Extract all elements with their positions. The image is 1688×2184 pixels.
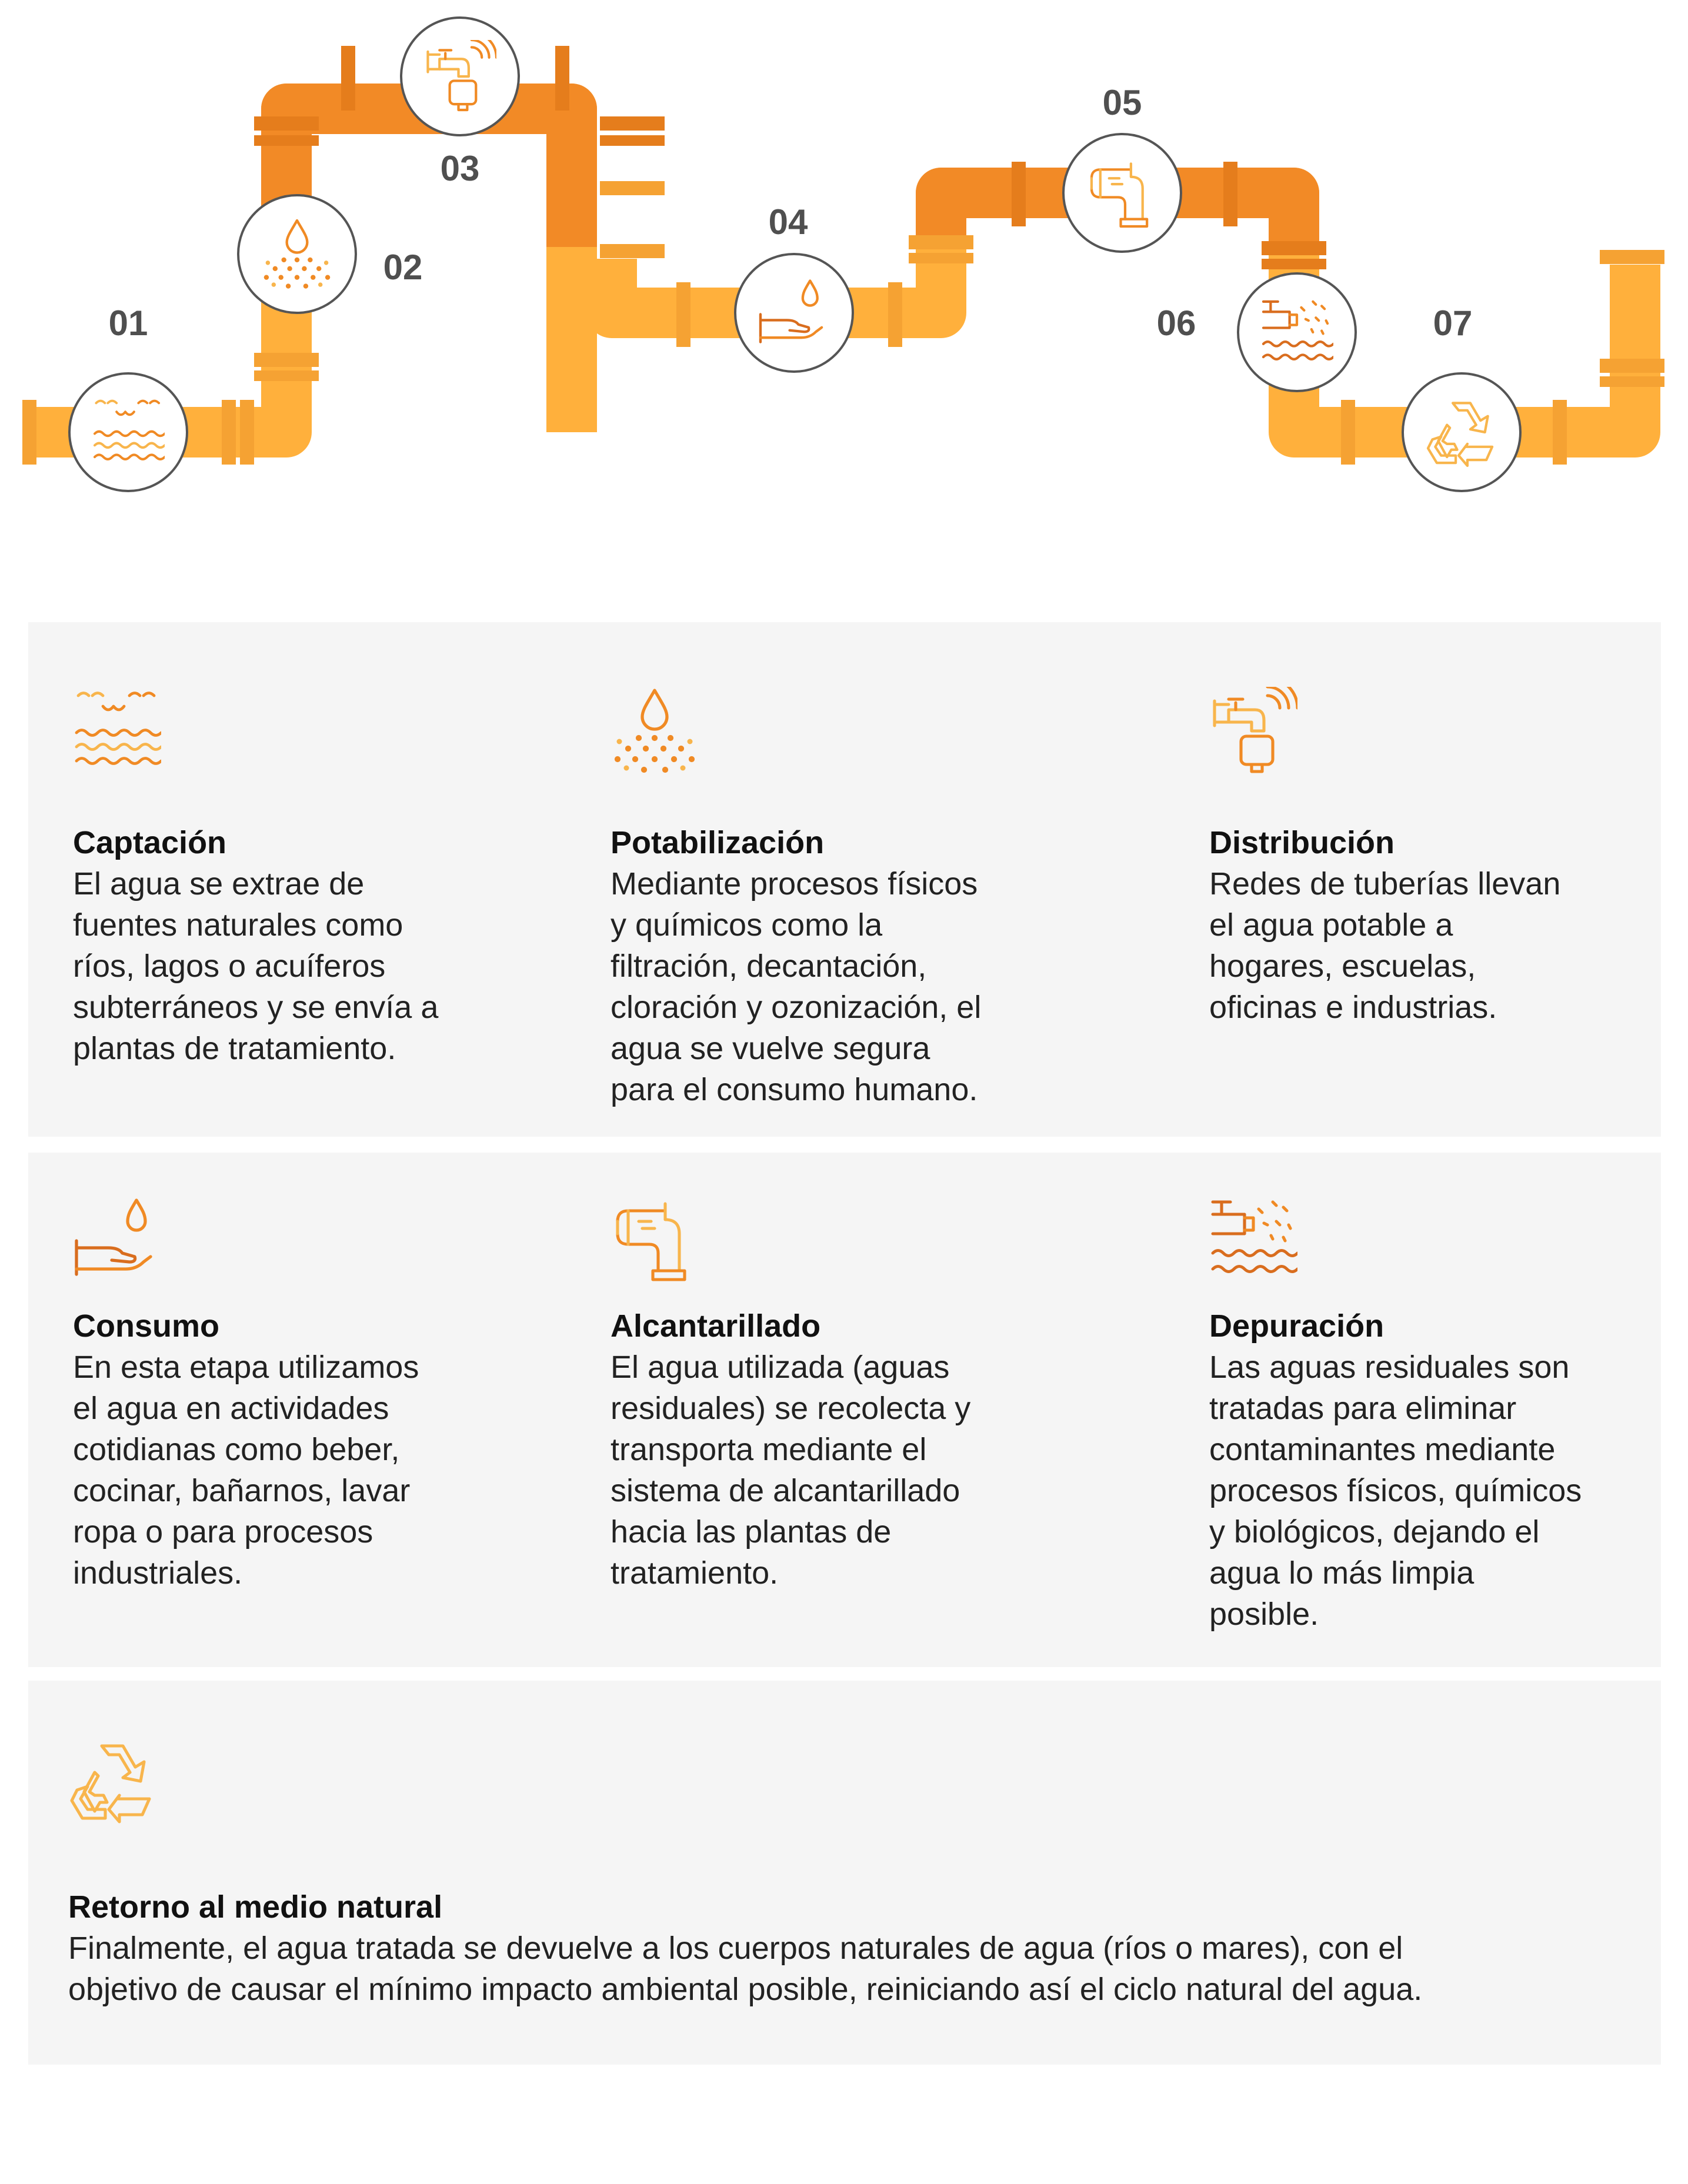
card-description (1209, 863, 1560, 1028)
description-line: Redes de tuberías llevan (1209, 866, 1561, 901)
step-number: 05 (1102, 83, 1142, 122)
description-line: el agua potable a (1209, 907, 1453, 943)
description-line: procesos físicos, químicos (1209, 1473, 1582, 1508)
step-circle (1403, 373, 1520, 491)
faucet-wifi-icon (1209, 687, 1297, 775)
recycle-icon (68, 1737, 156, 1825)
description-line: transporta mediante el (611, 1432, 927, 1467)
step-number: 03 (440, 149, 480, 188)
description-line: fuentes naturales como (73, 907, 403, 943)
step-number: 06 (1156, 303, 1196, 343)
description-line: En esta etapa utilizamos (73, 1350, 419, 1385)
description-line: Finalmente, el agua tratada se devuelve a los cuerpos naturales de agua (ríos o mares), con el (68, 1931, 1403, 1966)
description-line: y biológicos, dejando el (1209, 1514, 1540, 1549)
card-captacion (73, 687, 555, 1134)
step-circle (735, 254, 853, 372)
description-line: tratadas para eliminar (1209, 1391, 1517, 1426)
description-line: el agua en actividades (73, 1391, 389, 1426)
step-04 (735, 202, 853, 372)
drop-filter-icon (611, 687, 699, 775)
card-description (73, 863, 438, 1069)
description-line: hogares, escuelas, (1209, 949, 1476, 984)
step-circle (69, 373, 187, 491)
card-retorno-al-medio-natural (68, 1737, 1597, 2184)
description-line: sistema de alcantarillado (611, 1473, 960, 1508)
card-potabilizacion (611, 687, 1093, 1134)
card-title: Consumo (73, 1308, 219, 1344)
sewer-pipe-icon (611, 1195, 699, 1283)
step-number: 07 (1433, 303, 1473, 343)
step-03 (401, 18, 519, 188)
step-circle (238, 195, 356, 313)
card-description (73, 1347, 419, 1594)
card-depuracion (1209, 1195, 1688, 1642)
step-06 (1157, 273, 1356, 391)
steps-panel-1 (28, 622, 1661, 1137)
description-line: El agua utilizada (aguas (611, 1350, 950, 1385)
description-line: subterráneos y se envía a (73, 990, 439, 1025)
description-line: plantas de tratamiento. (73, 1031, 396, 1066)
hand-drop-icon (73, 1195, 161, 1283)
description-line: y químicos como la (611, 907, 883, 943)
step-circle (1238, 273, 1356, 391)
description-line: agua lo más limpia (1209, 1555, 1475, 1591)
description-line: oficinas e industrias. (1209, 990, 1497, 1025)
card-distribucion (1209, 687, 1688, 1134)
description-line: posible. (1209, 1597, 1319, 1632)
card-title: Retorno al medio natural (68, 1889, 443, 1925)
card-title: Alcantarillado (611, 1308, 821, 1344)
card-description (611, 1347, 970, 1594)
description-line: hacia las plantas de (611, 1514, 892, 1549)
description-line: ríos, lagos o acuíferos (73, 949, 386, 984)
steps-panel-2 (28, 1153, 1661, 1667)
step-05 (1063, 83, 1181, 252)
description-line: agua se vuelve segura (611, 1031, 930, 1066)
step-07 (1403, 303, 1520, 491)
steps-panel-3 (28, 1681, 1661, 2065)
step-number: 01 (108, 303, 148, 343)
card-description (1209, 1347, 1582, 1635)
step-circle (1063, 134, 1181, 252)
description-line: tratamiento. (611, 1555, 779, 1591)
card-title: Distribución (1209, 825, 1395, 860)
description-line: residuales) se recolecta y (611, 1391, 971, 1426)
description-line: cocinar, bañarnos, lavar (73, 1473, 411, 1508)
step-number: 02 (383, 248, 423, 287)
description-line: cotidianas como beber, (73, 1432, 400, 1467)
description-line: cloración y ozonización, el (611, 990, 982, 1025)
waves-birds-icon (73, 687, 161, 775)
description-line: filtración, decantación, (611, 949, 927, 984)
discharge-pipe-icon (1209, 1195, 1297, 1283)
description-line: Las aguas residuales son (1209, 1350, 1570, 1385)
step-01 (69, 303, 187, 491)
card-title: Captación (73, 825, 227, 860)
card-description (68, 1928, 1422, 2010)
description-line: ropa o para procesos (73, 1514, 373, 1549)
description-line: industriales. (73, 1555, 243, 1591)
description-line: objetivo de causar el mínimo impacto ambiental posible, reiniciando así el ciclo natural del agua. (68, 1972, 1423, 2007)
card-title: Depuración (1209, 1308, 1385, 1344)
pipeline-diagram (0, 0, 1688, 565)
card-alcantarillado (611, 1195, 1093, 1642)
step-number: 04 (768, 202, 808, 242)
card-title: Potabilización (611, 825, 825, 860)
step-02 (238, 195, 422, 313)
description-line: Mediante procesos físicos (611, 866, 978, 901)
card-description (611, 863, 981, 1110)
description-line: contaminantes mediante (1209, 1432, 1556, 1467)
description-line: para el consumo humano. (611, 1072, 978, 1107)
card-consumo (73, 1195, 555, 1642)
description-line: El agua se extrae de (73, 866, 365, 901)
